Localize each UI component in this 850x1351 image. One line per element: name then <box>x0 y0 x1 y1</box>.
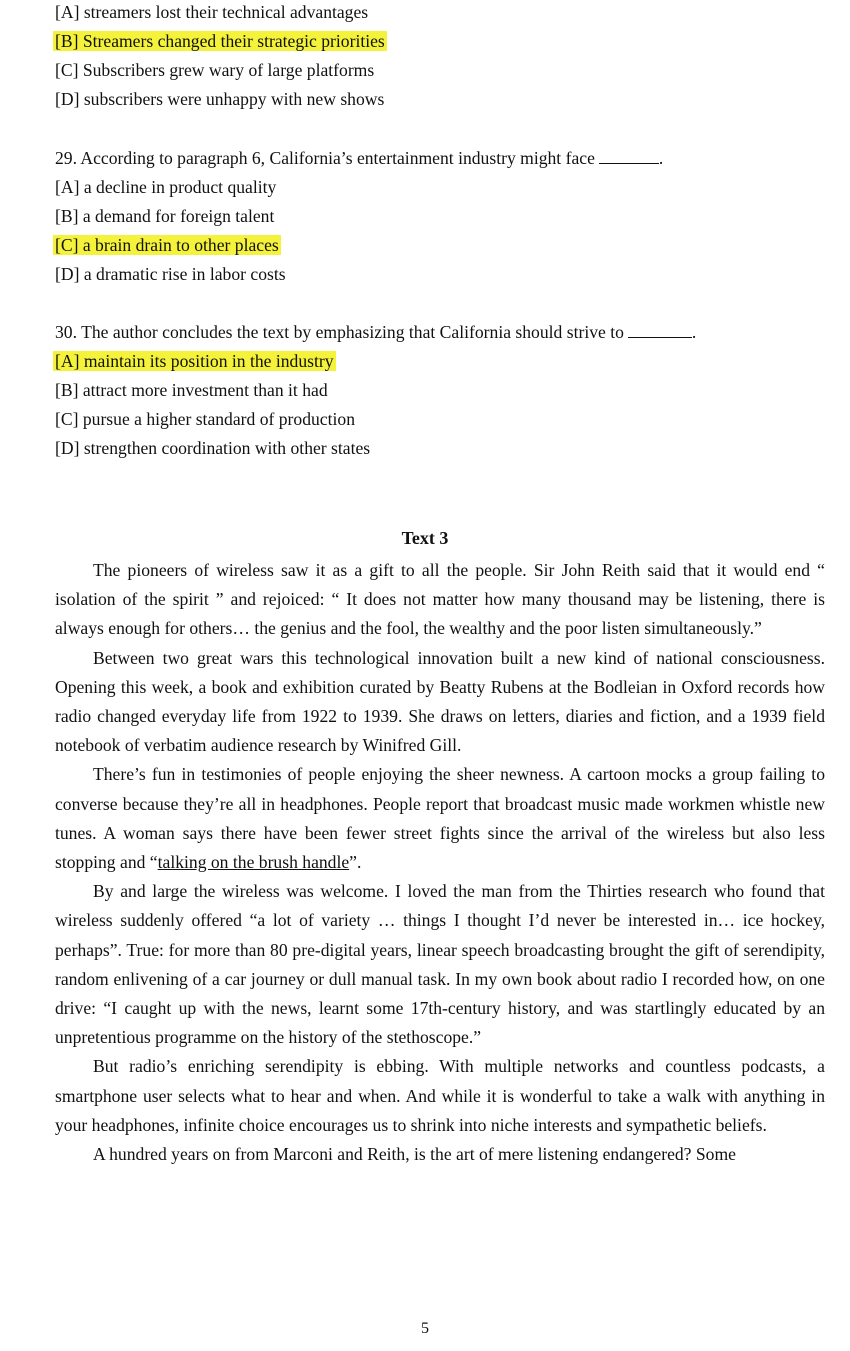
q28-option-a[interactable]: [A] streamers lost their technical advantages <box>55 2 369 22</box>
paragraph-6: A hundred years on from Marconi and Reith, is the art of mere listening endangered? Some <box>93 1144 736 1165</box>
q29-stem <box>55 147 663 169</box>
q30-option-d[interactable]: [D] strengthen coordination with other states <box>55 438 371 458</box>
paragraph-3-end: ”. <box>349 852 362 873</box>
q29-option-a[interactable]: [A] a decline in product quality <box>55 177 277 197</box>
paragraph-1: The pioneers of wireless saw it as a gift to all the people. Sir John Reith said that it would end “ isolation of the spirit ” and rejoiced: “ It does not matter how many thousand may be listening, there is always enough for others… the genius and the fool, the wealthy and the poor listen simultaneously.” <box>55 560 825 639</box>
q29-option-b[interactable]: [B] a demand for foreign talent <box>55 206 275 226</box>
q28-option-c[interactable]: [C] Subscribers grew wary of large platforms <box>55 60 375 80</box>
paragraph-3 <box>55 760 825 877</box>
q30-option-c[interactable]: [C] pursue a higher standard of production <box>55 409 355 429</box>
answer-blank <box>628 323 692 338</box>
passage-body <box>55 556 825 1169</box>
q29-stem-end: . <box>658 148 664 168</box>
highlight: [B] Streamers changed their strategic priorities <box>55 31 385 51</box>
page-number: 5 <box>421 1320 429 1337</box>
paragraph-2: Between two great wars this technological innovation built a new kind of national consciousness. Opening this week, a book and exhibition curated by Beatty Rubens at the Bodleian in Oxford records how radio changed everyday life from 1922 to 1939. She draws on letters, diaries and fiction, and a 1939 field notebook of verbatim audience research by Winifred Gill. <box>55 647 825 756</box>
paragraph-4: By and large the wireless was welcome. I loved the man from the Thirties research who found that wireless suddenly offered “a lot of variety … things I thought I’d never be interested in… ice hockey, perhaps”. True: for more than 80 pre-digital years, linear speech broadcasting brought the gift of serendipity, random enlivening of a car journey or dull manual task. In my own book about radio I recorded how, on one drive: “I caught up with the news, learnt some 17th-century history, and was startlingly educated by an unpretentious programme on the history of the stethoscope.” <box>55 881 825 1048</box>
paragraph-5: But radio’s enriching serendipity is ebbing. With multiple networks and countless podcasts, a smartphone user selects what to hear and when. And while it is wonderful to take a walk with anything in your headphones, infinite choice encourages us to shrink into niche interests and sympathetic beliefs. <box>55 1056 825 1135</box>
q29-option-d[interactable]: [D] a dramatic rise in labor costs <box>55 264 286 284</box>
passage-title: Text 3 <box>401 528 449 548</box>
paragraph-3-text: There’s fun in testimonies of people enjoying the sheer newness. A cartoon mocks a group failing to converse because they’re all in headphones. People report that broadcast music made workmen whistle new tunes. A woman says there have been fewer street fights since the arrival of the wireless but also less stopping and “ <box>55 764 825 873</box>
q30-stem-end: . <box>691 322 697 342</box>
q30-stem-text: 30. The author concludes the text by emphasizing that California should strive to <box>55 322 624 342</box>
q29-stem-text: 29. According to paragraph 6, California’s entertainment industry might face <box>55 148 595 168</box>
q30-option-b[interactable]: [B] attract more investment than it had <box>55 380 328 400</box>
underlined-phrase: talking on the brush handle <box>157 852 350 873</box>
answer-blank <box>599 149 659 164</box>
q28-option-d[interactable]: [D] subscribers were unhappy with new shows <box>55 89 385 109</box>
highlight: [A] maintain its position in the industry <box>55 351 334 371</box>
q29-option-c[interactable] <box>55 234 281 256</box>
q28-option-b[interactable] <box>55 30 387 52</box>
q30-stem <box>55 321 696 343</box>
highlight: [C] a brain drain to other places <box>55 235 279 255</box>
q30-option-a[interactable] <box>55 350 336 372</box>
